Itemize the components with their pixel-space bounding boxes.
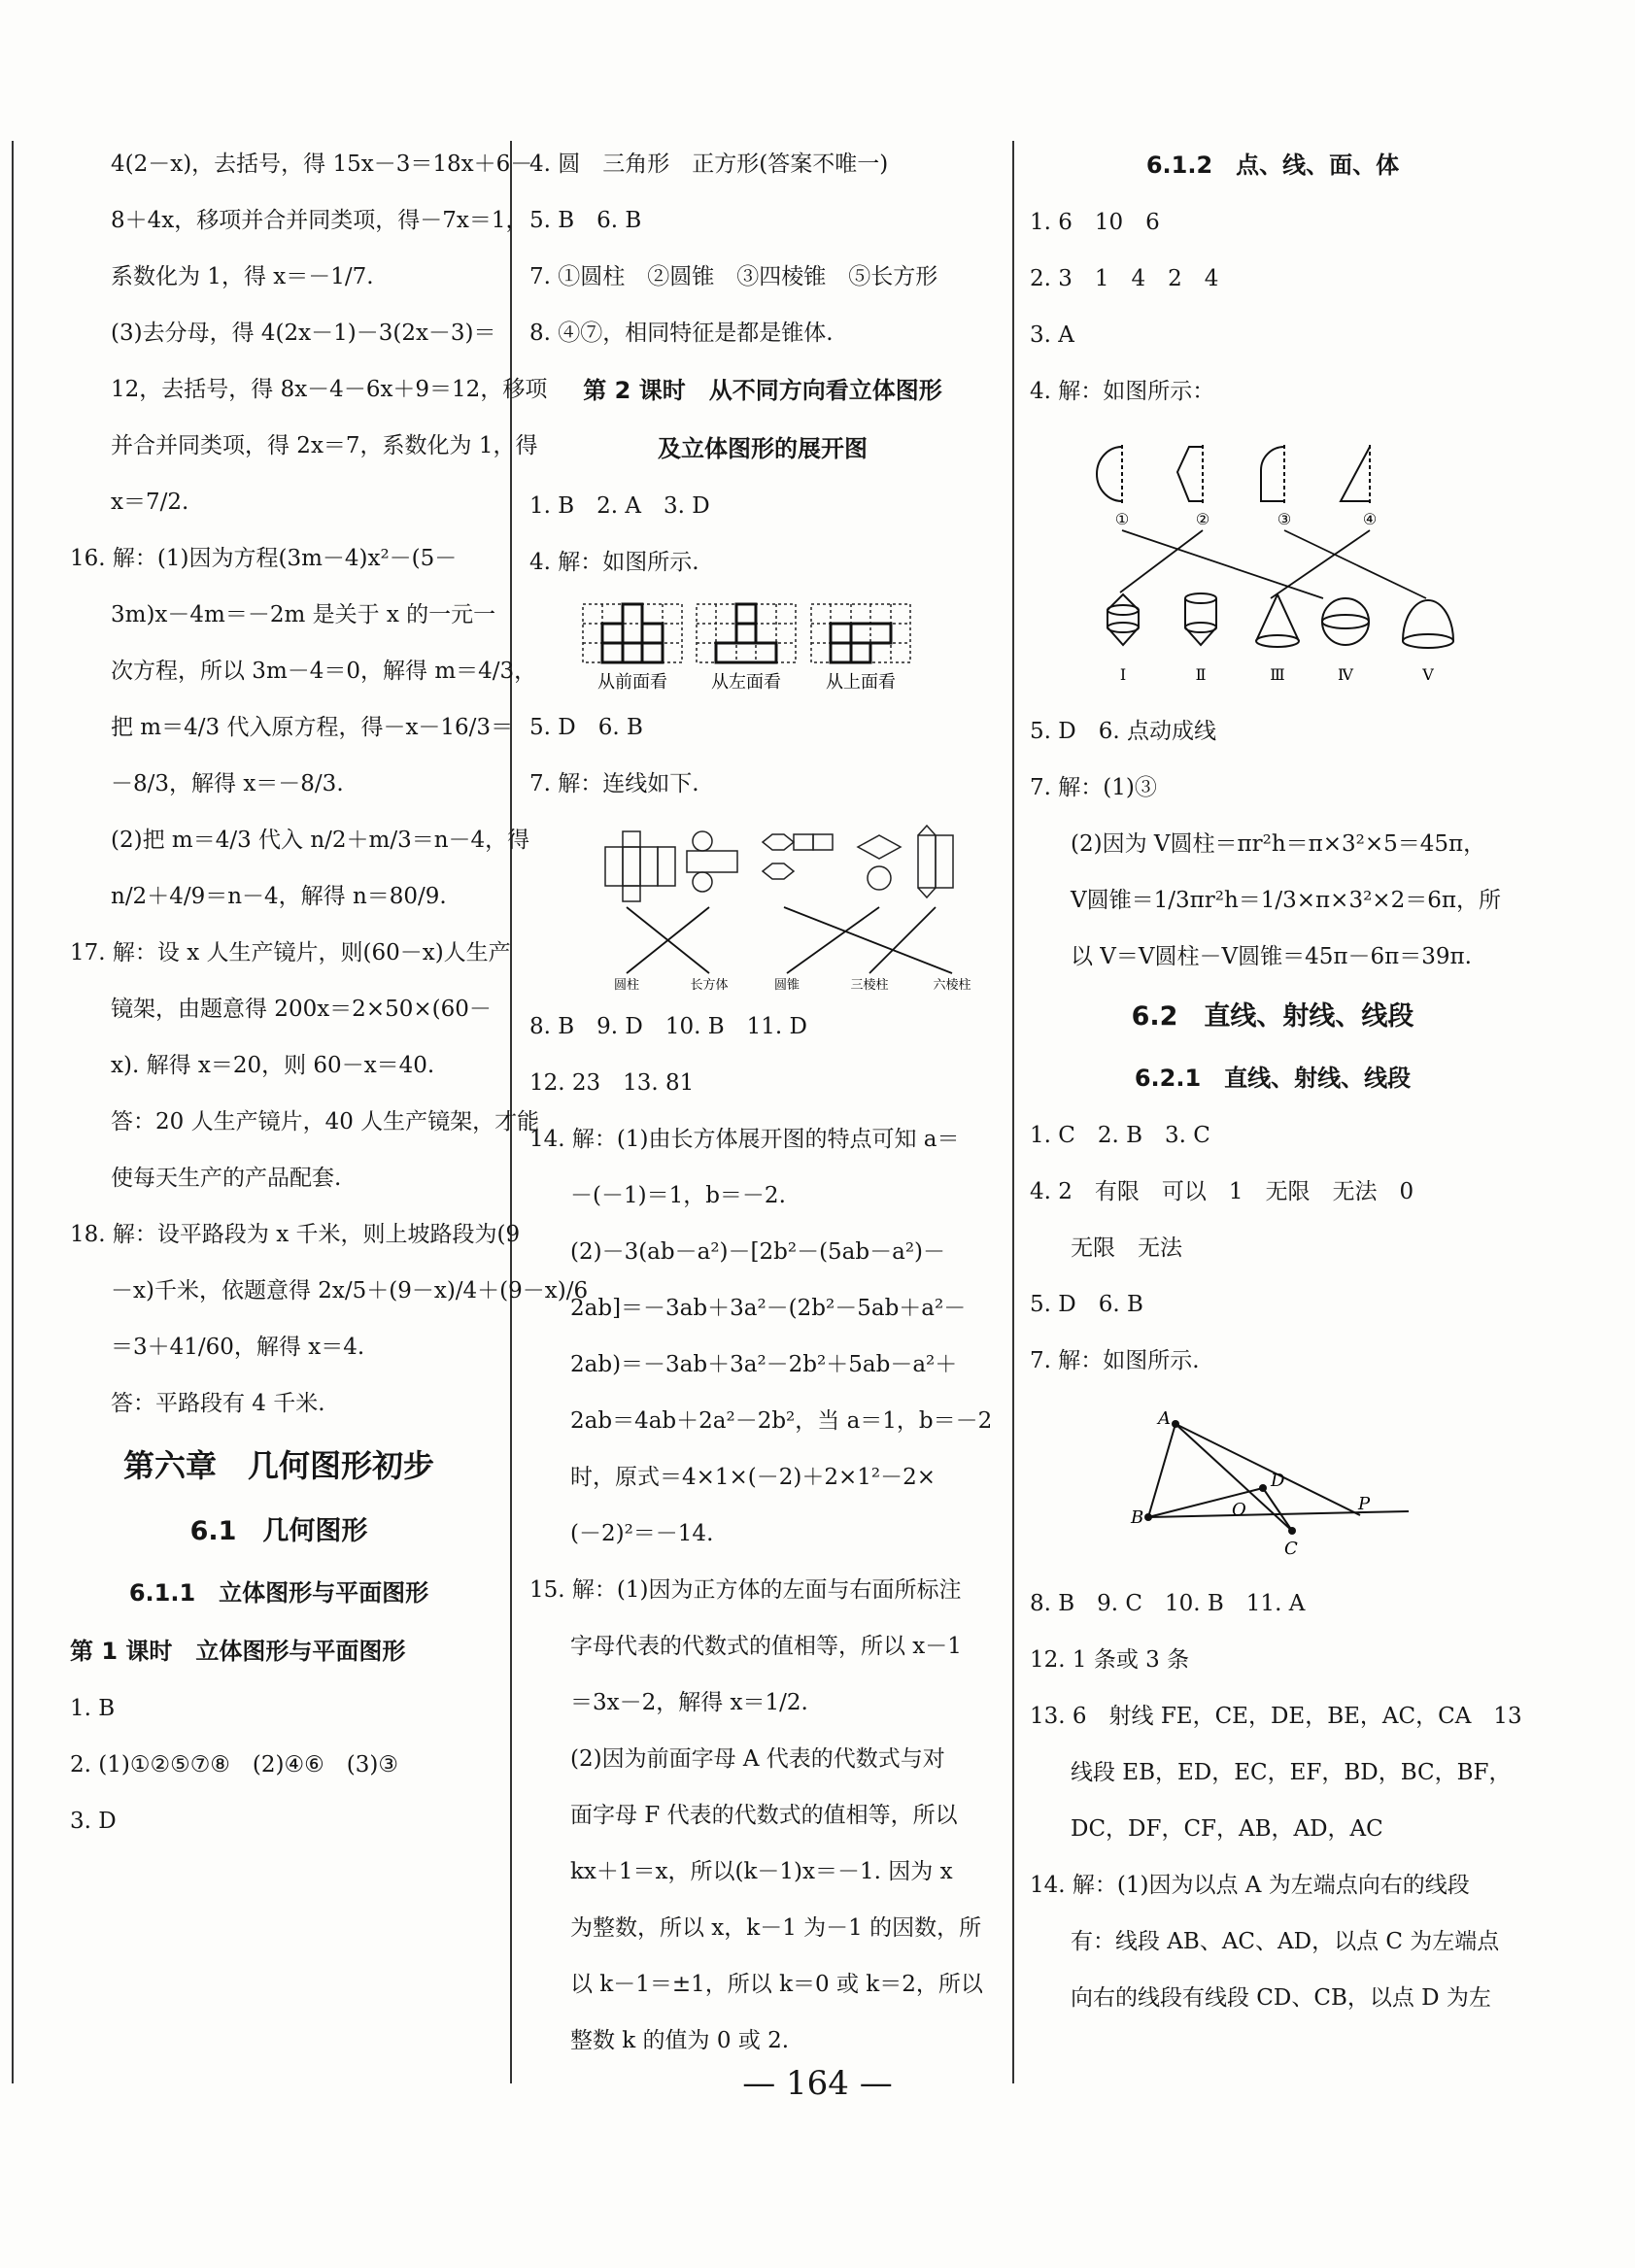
point-label-D: D [1271, 1471, 1285, 1491]
point-label-P: P [1358, 1494, 1371, 1514]
answer-line: 系数化为 1，得 x＝－1/7. [111, 264, 374, 289]
three-views-figure [529, 596, 996, 694]
answer-line: 3m)x－4m＝－2m 是关于 x 的一元一 [111, 602, 496, 627]
answer-line: 并合并同类项，得 2x＝7，系数化为 1，得 [111, 433, 538, 458]
answer-line: x＝7/2. [111, 490, 189, 515]
answer-line: V圆锥＝1/3πr²h＝1/3×π×3²×2＝6π，所 [1071, 888, 1501, 913]
net-label-cuboid: 长方体 [690, 978, 729, 993]
view-label-left: 从左面看 [711, 672, 781, 693]
solid-bottom-label-3: Ⅲ [1270, 665, 1285, 684]
answer-block [529, 136, 996, 361]
answer-line: 答：平路段有 4 千米. [111, 1391, 325, 1416]
answer-block [529, 999, 996, 2069]
answer-line: 2ab＝4ab＋2a²－2b²，当 a＝1，b＝－2 [570, 1408, 993, 1434]
solid-bottom-label-1: Ⅰ [1119, 665, 1127, 684]
view-label-front: 从前面看 [597, 672, 667, 693]
solid-bottom-label-2: Ⅱ [1195, 665, 1207, 684]
answer-line: 1. B 2. A 3. D [529, 493, 710, 519]
answer-line: 5. D 6. B [529, 715, 643, 740]
answer-line: 2ab)＝－3ab＋3a²－2b²＋5ab－a²＋ [570, 1352, 958, 1377]
view-label-top: 从上面看 [826, 672, 896, 693]
answer-line: 字母代表的代数式的值相等，所以 x－1 [570, 1634, 962, 1659]
subsection-title: 6.2.1 直线、射线、线段 [1134, 1065, 1412, 1092]
answer-line: (3)去分母，得 4(2x－1)－3(2x－3)＝ [111, 321, 496, 346]
answer-line: 2. 3 1 4 2 4 [1030, 266, 1219, 291]
answer-line: (2)把 m＝4/3 代入 n/2＋m/3＝n－4，得 [111, 828, 530, 853]
lesson-title: 第 2 课时 从不同方向看立体图形 [583, 377, 942, 404]
answer-line: 12，去括号，得 8x－4－6x＋9＝12，移项 [111, 377, 548, 402]
answer-line: 4. 解：如图所示. [529, 550, 699, 575]
lesson-title-line2: 及立体图形的展开图 [658, 435, 868, 462]
answer-line: 4. 圆 三角形 正方形(答案不唯一) [529, 152, 889, 177]
answer-line: －x)千米，依题意得 2x/5＋(9－x)/4＋(9－x)/6 [111, 1278, 589, 1303]
answer-line: (－2)²＝－14. [570, 1521, 714, 1546]
answer-line: 7. ①圆柱 ②圆锥 ③四棱锥 ⑤长方形 [529, 264, 938, 289]
point-label-B: B [1131, 1507, 1144, 1528]
answer-line: ＝3＋41/60，解得 x＝4. [111, 1335, 365, 1360]
answer-line: ＝3x－2，解得 x＝1/2. [570, 1690, 808, 1715]
answer-line: x). 解得 x＝20，则 60－x＝40. [111, 1053, 435, 1078]
answer-block [1030, 1575, 1522, 2026]
section-title: 6.2 直线、射线、线段 [1131, 1001, 1414, 1032]
column-3 [1030, 136, 1522, 2026]
solid-top-label-1: ① [1114, 510, 1130, 528]
answer-line: 12. 23 13. 81 [529, 1070, 695, 1096]
net-label-hexagonal-prism: 六棱柱 [933, 978, 971, 993]
point-label-C: C [1284, 1539, 1298, 1559]
answer-line: 5. B 6. B [529, 208, 642, 233]
subsection-title: 6.1.2 点、线、面、体 [1145, 152, 1400, 179]
section-title: 6.1 几何图形 [189, 1516, 368, 1546]
answer-line: 5. D 6. B [1030, 1292, 1143, 1317]
answer-line: 镜架，由题意得 200x＝2×50×(60－ [111, 997, 492, 1022]
answer-line: n/2＋4/9＝n－4，解得 n＝80/9. [111, 884, 447, 909]
geometry-figure [1030, 1395, 1516, 1570]
answer-line: 7. 解：(1)③ [1030, 775, 1157, 800]
answer-line: 3. A [1030, 322, 1074, 348]
answer-line: －(－1)＝1，b＝－2. [570, 1183, 786, 1208]
answer-line: DC，DF，CF，AB，AD，AC [1071, 1816, 1383, 1842]
answer-line: 17. 解：设 x 人生产镜片，则(60－x)人生产 [70, 940, 511, 965]
answer-line: 8. B 9. D 10. B 11. D [529, 1014, 807, 1039]
answer-line: 4. 解：如图所示： [1030, 379, 1215, 404]
answer-line: (2)因为 V圆柱＝πr²h＝π×3²×5＝45π， [1071, 831, 1486, 857]
answer-line: 18. 解：设平路段为 x 千米，则上坡路段为(9 [70, 1222, 521, 1247]
answer-line: 7. 解：连线如下. [529, 771, 699, 796]
answer-line: 面字母 F 代表的代数式的值相等，所以 [570, 1803, 958, 1828]
answer-line: 8＋4x，移项并合并同类项，得－7x＝1， [111, 208, 528, 233]
answer-line: 1. C 2. B 3. C [1030, 1123, 1210, 1148]
page-number: — 164 — [742, 2064, 893, 2103]
answer-line: (2)－3(ab－a²)－[2b²－(5ab－a²)－ [570, 1239, 946, 1265]
answer-line: 4. 2 有限 可以 1 无限 无法 0 [1030, 1179, 1414, 1204]
answer-line: 15. 解：(1)因为正方体的左面与右面所标注 [529, 1577, 962, 1603]
answer-line: 4(2－x)，去括号，得 15x－3＝18x＋6－ [111, 152, 533, 177]
answer-block [529, 699, 996, 812]
answer-line: 7. 解：如图所示. [1030, 1348, 1200, 1373]
answer-line: 8. B 9. C 10. B 11. A [1030, 1591, 1306, 1616]
answer-line: 次方程，所以 3m－4＝0，解得 m＝4/3， [111, 659, 537, 684]
column-2 [529, 136, 996, 2069]
net-label-cylinder: 圆柱 [613, 978, 640, 993]
answer-line: 13. 6 射线 FE，CE，DE，BE，AC，CA 13 [1030, 1704, 1522, 1729]
answer-line: 为整数，所以 x，k－1 为－1 的因数，所 [570, 1915, 982, 1941]
solid-top-label-2: ② [1195, 510, 1210, 528]
answer-block [1030, 194, 1516, 420]
answer-line: 线段 EB，ED，EC，EF，BD，BC，BF， [1071, 1760, 1512, 1785]
answer-line: 以 V＝V圆柱－V圆锥＝45π－6π＝39π. [1071, 944, 1472, 969]
answer-line: 14. 解：(1)由长方体展开图的特点可知 a＝ [529, 1127, 960, 1152]
point-label-O: O [1232, 1500, 1246, 1520]
answer-line: 以 k－1＝±1，所以 k＝0 或 k＝2，所以 [570, 1972, 983, 1997]
answer-line: 2. (1)①②⑤⑦⑧ (2)④⑥ (3)③ [70, 1752, 398, 1777]
answer-line: 有：线段 AB、AC、AD，以点 C 为左端点 [1071, 1929, 1500, 1954]
answer-block [1030, 1107, 1516, 1389]
answer-line: 使每天生产的产品配套. [111, 1166, 342, 1191]
answer-line: 2ab]＝－3ab＋3a²－(2b²－5ab＋a²－ [570, 1296, 967, 1321]
lesson-title: 第 1 课时 立体图形与平面图形 [70, 1638, 406, 1665]
subsection-title: 6.1.1 立体图形与平面图形 [128, 1579, 429, 1607]
net-label-triangular-prism: 三棱柱 [850, 978, 889, 993]
answer-line: 时，原式＝4×1×(－2)＋2×1²－2× [570, 1465, 937, 1490]
answer-line: 整数 k 的值为 0 或 2. [570, 2028, 790, 2053]
solid-top-label-3: ③ [1277, 510, 1292, 528]
column-divider-3 [1012, 141, 1014, 2083]
answer-line: 无限 无法 [1071, 1236, 1182, 1261]
solids-matching-figure [1030, 425, 1516, 697]
answer-line: －8/3，解得 x＝－8/3. [111, 771, 344, 796]
solid-bottom-label-5: Ⅴ [1422, 665, 1434, 684]
answer-block [70, 1680, 488, 1849]
answer-line: 1. B [70, 1696, 116, 1721]
answer-line: (2)因为前面字母 A 代表的代数式与对 [570, 1746, 945, 1772]
answer-block [1030, 703, 1516, 985]
answer-line: 12. 1 条或 3 条 [1030, 1647, 1190, 1673]
net-label-cone: 圆锥 [773, 978, 800, 993]
answer-line: 把 m＝4/3 代入原方程，得－x－16/3＝ [111, 715, 514, 740]
answer-line: 向右的线段有线段 CD、CB，以点 D 为左 [1071, 1985, 1491, 2011]
answer-line: 8. ④⑦，相同特征是都是锥体. [529, 321, 834, 346]
answer-line: 5. D 6. 点动成线 [1030, 719, 1216, 744]
answer-block [529, 478, 996, 591]
point-label-A: A [1158, 1408, 1171, 1429]
answer-line: 1. 6 10 6 [1030, 210, 1160, 235]
solid-bottom-label-4: Ⅳ [1338, 665, 1353, 684]
solid-top-label-4: ④ [1362, 510, 1378, 528]
nets-matching-figure [529, 818, 996, 993]
answer-line: 16. 解：(1)因为方程(3m－4)x²－(5－ [70, 546, 458, 571]
answer-line: kx＋1＝x，所以(k－1)x＝－1. 因为 x [570, 1859, 953, 1884]
answer-line: 3. D [70, 1809, 117, 1834]
column-divider-1 [12, 141, 14, 2083]
answer-line: 答：20 人生产镜片，40 人生产镜架，才能 [111, 1109, 540, 1134]
chapter-title: 第六章 几何图形初步 [122, 1447, 434, 1484]
answer-line: 14. 解：(1)因为以点 A 为左端点向右的线段 [1030, 1873, 1470, 1898]
